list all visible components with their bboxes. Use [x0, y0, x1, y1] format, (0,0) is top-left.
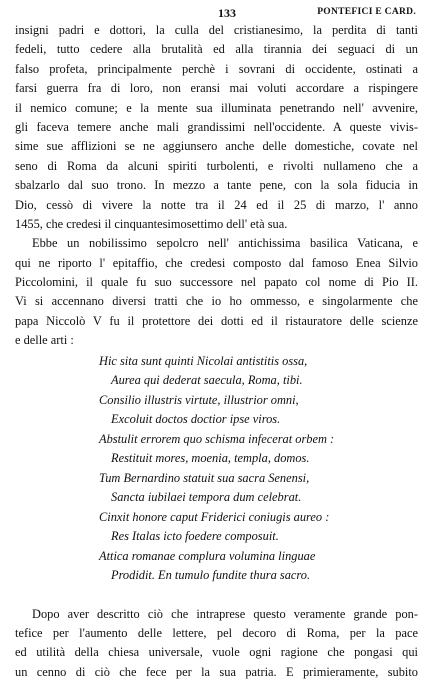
running-head: PONTEFICI E CARD.	[317, 7, 416, 17]
text-line: Dopo aver descritto ciò che intraprese questo veramente grande pon-	[32, 606, 418, 621]
text-line: qui ne riporto l' epitaffio, che credesi composto dal famoso Enea Silvio	[15, 255, 418, 270]
text-line: papa Niccolò V fu il protettore dei dotti ed il ristauratore delle scienze	[15, 313, 418, 328]
text-line: ed utilità della chiesa universale, vuole ogni ragione che pongasi qui	[15, 645, 418, 660]
epitaph-line: Attica romanae complura volumina linguae	[99, 548, 316, 563]
text-line: Dio, cessò di vivere la notte tra il 24 ed il 25 di marzo, l' anno	[15, 197, 418, 212]
epitaph-line: Excoluit doctos doctior ipse viros.	[111, 412, 281, 427]
text-line: gli faceva temere anche mali grandissimi nell'occidente. A queste vivis-	[15, 119, 418, 134]
page-number: 133	[218, 6, 236, 20]
paragraph-3	[15, 605, 418, 682]
text-line: seno di Roma da alcuni spiriti turbolenti, e rivolti nullameno che a	[15, 158, 418, 173]
text-line: farsi guerra fra di loro, non eransi mai voluti accordare a rispingere	[15, 81, 418, 96]
paragraph-2	[15, 234, 418, 350]
page-header	[15, 4, 418, 20]
epitaph-line: Consilio illustris virtute, illustrior omni,	[99, 392, 299, 407]
text-line: 1455, che credesi il cinquantesimosettimo dell' età sua.	[15, 216, 288, 231]
text-line: il nemico comune; e la mente sua illuminata penetrando nell' avvenire,	[15, 100, 418, 115]
paragraph-gap	[15, 586, 418, 605]
text-line: sbalzarlo dal suo trono. In mezzo a tante pene, con la sola fiducia in	[15, 178, 418, 193]
epitaph-line: Tum Bernardino statuit sua sacra Senensi,	[99, 470, 310, 485]
text-line: Vi si accennano diversi tratti che io ho ommesso, e singolarmente che	[15, 294, 418, 309]
text-line: falso profeta, principalmente perchè i sovrani di occidente, ostinati a	[15, 61, 418, 76]
text-line: fedeli, tutto cedere alla brutalità ed alla tirannia dei seguaci di un	[15, 42, 418, 57]
epitaph-line: Cinxit honore caput Friderici coniugis aureo :	[99, 509, 330, 524]
epitaph-line: Prodidit. En tumulo fundite thura sacro.	[111, 568, 311, 583]
paragraph-1	[15, 21, 418, 234]
epitaph-line: Res Italas icto foedere composuit.	[111, 529, 279, 544]
epitaph-line: Aurea qui dederat saecula, Roma, tibi.	[111, 373, 303, 388]
text-line: tefice per l'aumento delle lettere, pel decoro di Roma, per la pace	[15, 626, 418, 641]
text-line: insigni padri e dottori, la culla del cristianesimo, la perdita di tanti	[15, 23, 418, 37]
epitaph	[15, 352, 418, 586]
text-line: Ebbe un nobilissimo sepolcro nell' antichissima basilica Vaticana, e	[32, 236, 418, 251]
page-body	[15, 21, 418, 682]
epitaph-line: Hic sita sunt quinti Nicolai antistitis ossa,	[99, 353, 308, 368]
epitaph-line: Sancta iubilaei tempora dum celebrat.	[111, 490, 302, 505]
text-line: un cenno di ciò che fece per la sua patria. E primieramente, subito	[15, 664, 418, 679]
epitaph-line: Restituit mores, moenia, templa, domos.	[111, 451, 310, 466]
text-line: e delle arti :	[15, 333, 74, 348]
text-line: Piccolomini, il quale fu suo successore nel papato col nome di Pio II.	[15, 275, 418, 290]
epitaph-line: Abstulit errorem quo schisma infecerat orbem :	[99, 431, 335, 446]
text-line: sime sue afflizioni se ne aggiunsero anche delle domestiche, covate nel	[15, 139, 418, 154]
